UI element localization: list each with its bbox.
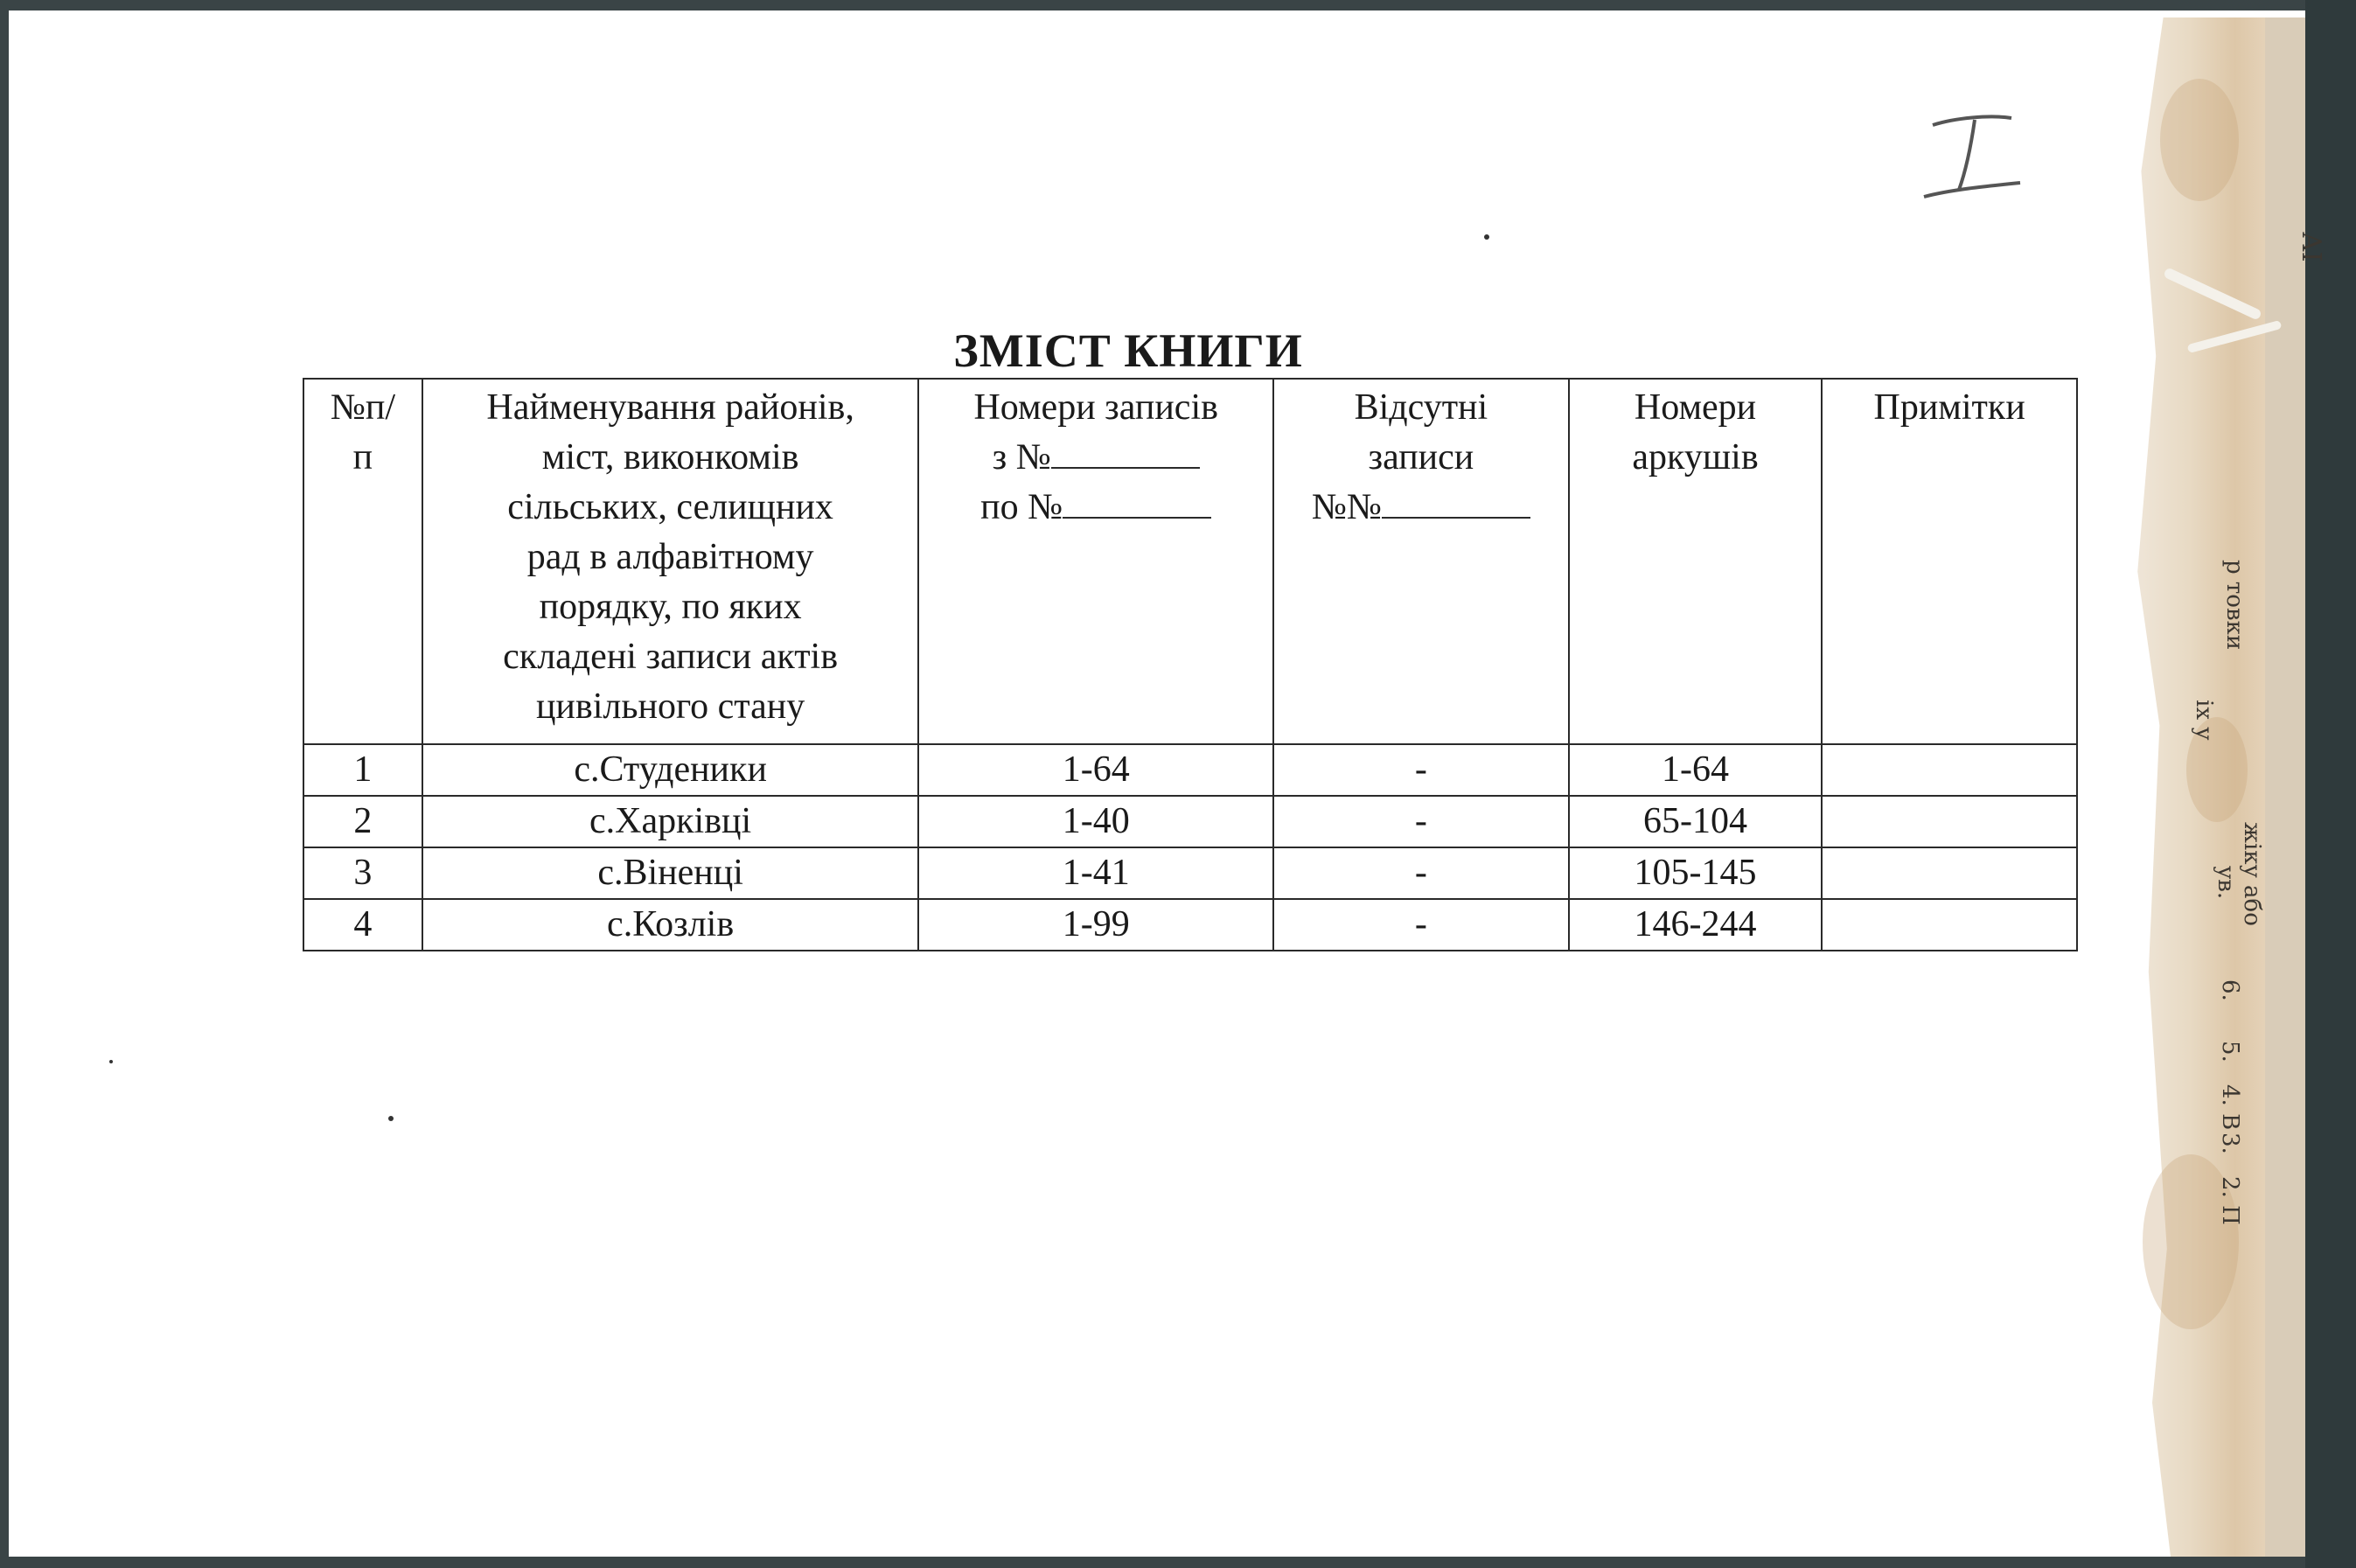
header-records: Номери записів з № по №: [918, 379, 1273, 744]
cell-sheets: 65-104: [1569, 796, 1823, 847]
cell-notes: [1822, 744, 2077, 796]
binding-fragment: ув.: [2213, 866, 2239, 900]
cell-num: 4: [303, 899, 422, 951]
table-row: [303, 796, 2077, 847]
cell-sheets: 105-145: [1569, 847, 1823, 899]
document-title: ЗМІСТ КНИГИ: [953, 324, 1303, 377]
speck: [109, 1060, 113, 1063]
cell-sheets: 146-244: [1569, 899, 1823, 951]
cell-name: с.Віненці: [422, 847, 919, 899]
handwritten-mark-icon: [1906, 109, 2029, 206]
binding-fragment: АІ: [2296, 232, 2326, 262]
header-sheets: Номери аркушів: [1569, 379, 1823, 744]
cell-num: 1: [303, 744, 422, 796]
blank-line: [1051, 437, 1200, 469]
cell-name: с.Харківці: [422, 796, 919, 847]
cell-name: с.Козлів: [422, 899, 919, 951]
table-row: [303, 847, 2077, 899]
header-notes: Примітки: [1822, 379, 2077, 744]
cell-num: 3: [303, 847, 422, 899]
binding-fragment: 3.: [2217, 1132, 2243, 1154]
cell-num: 2: [303, 796, 422, 847]
contents-table: [303, 378, 2078, 951]
cell-records: 1-99: [918, 899, 1273, 951]
cell-records: 1-40: [918, 796, 1273, 847]
header-name: Найменування районів, міст, виконкомів сільських, селищних рад в алфавітному порядку, по яких складені записи актів цивільного стану: [422, 379, 919, 744]
header-num: №п/ п: [303, 379, 422, 744]
cell-notes: [1822, 899, 2077, 951]
binding-fragment: р товки: [2221, 560, 2248, 651]
speck: [388, 1116, 394, 1121]
cell-sheets: 1-64: [1569, 744, 1823, 796]
cell-missing: -: [1273, 899, 1569, 951]
table-row: [303, 744, 2077, 796]
cell-records: 1-41: [918, 847, 1273, 899]
blank-line: [1063, 487, 1211, 519]
cell-missing: -: [1273, 796, 1569, 847]
binding-fragment: іх у: [2191, 700, 2217, 741]
table-header-row: [303, 379, 2077, 744]
binding-fragment: 4. В: [2217, 1084, 2243, 1131]
cell-name: с.Студеники: [422, 744, 919, 796]
cell-missing: -: [1273, 847, 1569, 899]
paper-stain: [2160, 79, 2239, 201]
cell-notes: [1822, 847, 2077, 899]
blank-line: [1382, 487, 1530, 519]
binding-fragment: жіку або: [2239, 822, 2265, 926]
cell-records: 1-64: [918, 744, 1273, 796]
cell-notes: [1822, 796, 2077, 847]
binding-fragment: 5.: [2217, 1041, 2243, 1063]
speck: [1484, 234, 1489, 240]
table-row: [303, 899, 2077, 951]
header-missing: Відсутні записи №№: [1273, 379, 1569, 744]
cell-missing: -: [1273, 744, 1569, 796]
binding-fragment: 2. П: [2217, 1176, 2243, 1225]
binding-fragment: 6.: [2217, 979, 2243, 1001]
